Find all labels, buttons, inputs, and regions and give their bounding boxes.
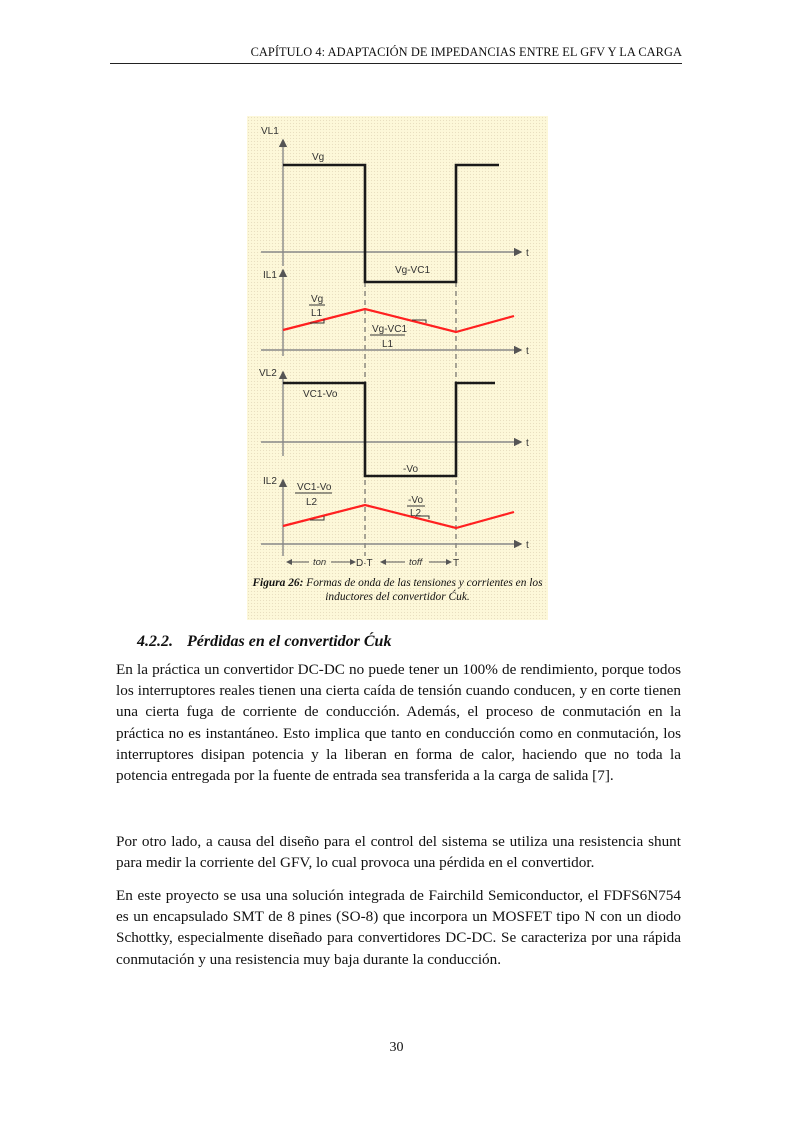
vl2-axis-label: VL2	[259, 368, 277, 379]
vl1-waveform	[283, 165, 499, 282]
vl2-t-label: t	[526, 438, 529, 449]
section-heading	[137, 633, 391, 651]
il2-waveform	[283, 505, 514, 528]
panel-il2	[261, 476, 529, 556]
il1-rise-numerator: Vg	[311, 294, 324, 305]
vl1-axis-label: VL1	[261, 126, 279, 137]
vl1-low-label: Vg-VC1	[395, 265, 431, 276]
header-rule	[110, 63, 682, 64]
waveform-diagram	[247, 116, 548, 576]
ton-label: ton	[313, 557, 327, 568]
il1-fall-denominator: L1	[382, 339, 394, 350]
panel-vl1	[261, 126, 529, 282]
paragraph-shunt-resistor: Por otro lado, a causa del diseño para el control del sistema se utiliza una resistencia shunt para medir la corriente del GFV, lo cual provoca una pérdida en el convertidor.	[116, 833, 681, 872]
il2-fall-numerator: -Vo	[408, 495, 424, 506]
figure-caption-text: Formas de onda de las tensiones y corrientes en los inductores del convertidor Ćuk.	[303, 577, 543, 603]
vl2-low-label: -Vo	[403, 464, 419, 475]
figure-caption-label: Figura 26:	[252, 577, 304, 589]
figure-26	[247, 116, 548, 620]
t-period-label: T	[453, 558, 460, 569]
paragraph-losses-intro: En la práctica un convertidor DC-DC no puede tener un 100% de rendimiento, porque todos los interruptores reales tienen una cierta caída de tensión cuando conducen, y en corte tienen una cierta fuga de corriente de conducción. Además, el proceso de conmutación en la práctica no es instantáneo. Esto implica que tanto en conducción como en conmutación, los interruptores disipan potencia y la liberan en forma de calor, haciendo que no toda la potencia entregada por la fuente de entrada sea transferida a la carga de salida [7].	[116, 661, 681, 785]
vl1-high-label: Vg	[312, 152, 325, 163]
time-markers	[287, 557, 459, 569]
paragraph-fdfs6n754: En este proyecto se usa una solución integrada de Fairchild Semiconductor, el FDFS6N754 es un encapsulado SMT de 8 pines (SO-8) que incorpora un MOSFET tipo N con un diodo Schottky, especialmente diseñado para convertidores DC-DC. Se caracteriza por una rápida conmutación y una resistencia muy baja durante la conducción.	[116, 887, 681, 968]
il2-t-label: t	[526, 540, 529, 551]
panel-vl2	[259, 368, 529, 476]
il2-rise-numerator: VC1-Vo	[297, 482, 332, 493]
vl1-t-label: t	[526, 248, 529, 259]
section-title: Pérdidas en el convertidor Ćuk	[187, 633, 392, 650]
vl2-high-label: VC1-Vo	[303, 389, 338, 400]
running-header: CAPÍTULO 4: ADAPTACIÓN DE IMPEDANCIAS ENTRE EL GFV Y LA CARGA	[250, 45, 682, 59]
il1-t-label: t	[526, 346, 529, 357]
figure-caption	[247, 577, 548, 604]
il1-rise-denominator: L1	[311, 308, 323, 319]
il1-axis-label: IL1	[263, 270, 277, 281]
toff-label: toff	[409, 557, 423, 568]
page-number: 30	[389, 1040, 404, 1055]
il2-axis-label: IL2	[263, 476, 277, 487]
il2-fall-denominator: L2	[410, 508, 422, 519]
il2-rise-denominator: L2	[306, 497, 318, 508]
section-number: 4.2.2.	[137, 633, 173, 650]
il1-fall-numerator: Vg-VC1	[372, 324, 408, 335]
dt-label: D·T	[356, 558, 373, 569]
